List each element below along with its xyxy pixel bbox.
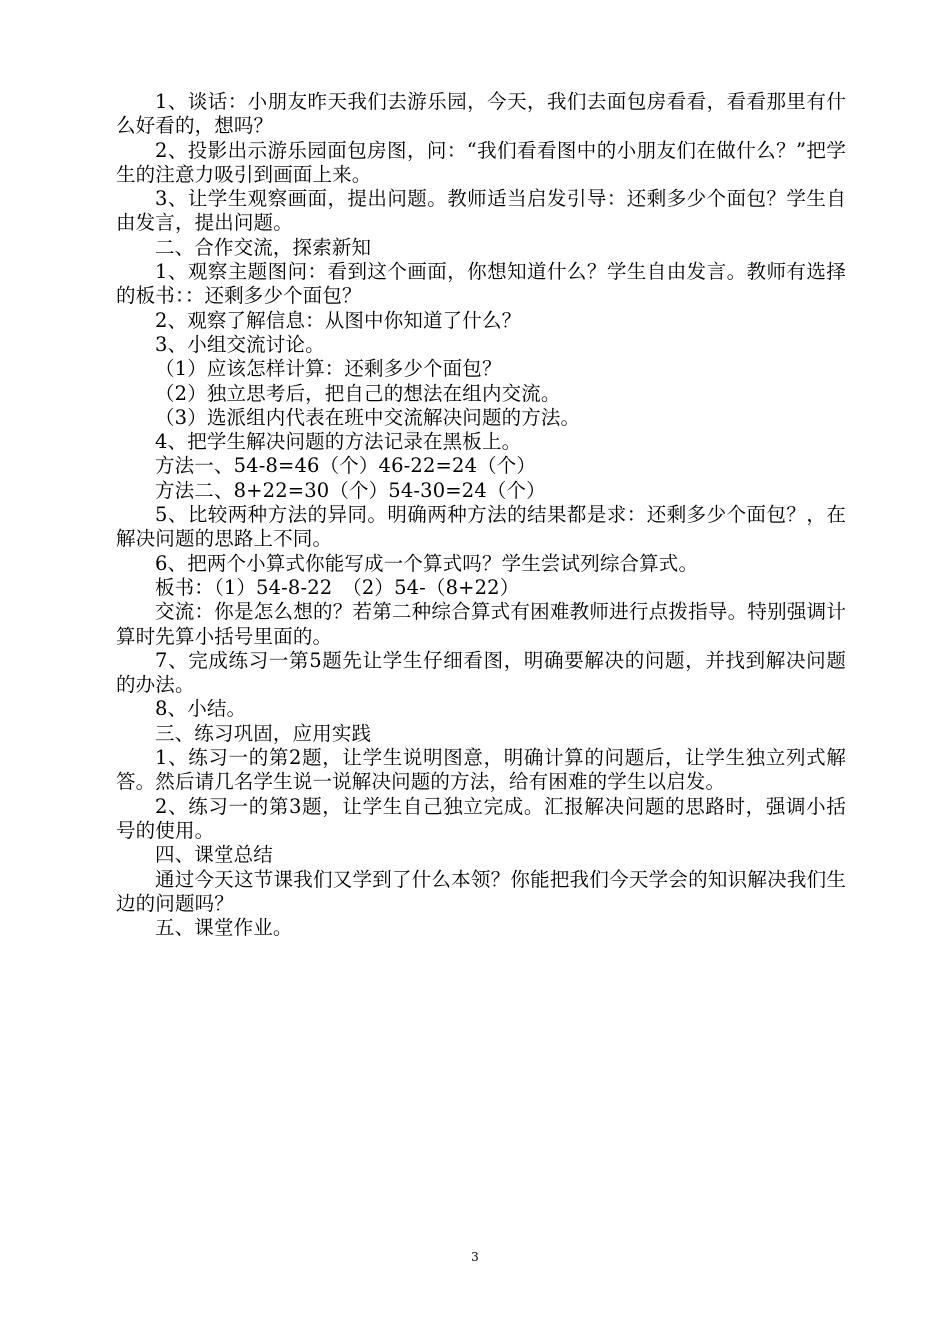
section-heading: 二、合作交流，探索新知 — [155, 235, 372, 259]
paragraph: 2、观察了解信息：从图中你知道了什么？ — [155, 308, 522, 332]
paragraph: 1、谈话：小朋友昨天我们去游乐园，今天，我们去面包房看看，看看那里有什么好看的，想吗？ — [116, 90, 846, 138]
sub-item: （2）独立思考后，把自己的想法在组内交流。 — [155, 381, 561, 405]
page-number: 3 — [471, 1250, 479, 1264]
paragraph: 7、完成练习一第5题先让学生仔细看图，明确要解决的问题，并找到解决问题的办法。 — [116, 648, 846, 697]
section-heading: 三、练习巩固，应用实践 — [155, 721, 372, 745]
document-body — [116, 90, 846, 940]
paragraph: 2、练习一的第3题，让学生自己独立完成。汇报解决问题的思路时，强调小括号的使用。 — [116, 794, 846, 842]
paragraph: 5、比较两种方法的异同。明确两种方法的结果都是求：还剩多少个面包？，在解决问题的思路上不同。 — [116, 503, 846, 551]
paragraph: 6、把两个小算式你能写成一个算式吗？学生尝试列综合算式。 — [155, 551, 699, 575]
method-line: 方法一、54-8=46（个）46-22=24（个） — [155, 454, 537, 478]
section-heading: 五、课堂作业。 — [155, 916, 293, 940]
paragraph: 通过今天这节课我们又学到了什么本领？你能把我们今天学会的知识解决我们生边的问题吗？ — [116, 867, 846, 915]
sub-item: （1）应该怎样计算：还剩多少个面包？ — [155, 357, 502, 381]
paragraph: 8、小结。 — [155, 697, 247, 721]
blackboard-line: 板书：（1）54-8-22 （2）54-（8+22） — [155, 575, 520, 599]
paragraph: 2、投影出示游乐园面包房图，问：“我们看看图中的小朋友们在做什么？”把学生的注意力吸引到画面上来。 — [116, 138, 846, 186]
paragraph: 1、练习一的第2题，让学生说明图意，明确计算的问题后，让学生独立列式解答。然后请几名学生说一说解决问题的方法，给有困难的学生以启发。 — [116, 746, 846, 794]
method-line: 方法二、8+22=30（个）54-30=24（个） — [155, 478, 546, 502]
section-heading: 四、课堂总结 — [155, 843, 273, 867]
sub-item: （3）选派组内代表在班中交流解决问题的方法。 — [155, 405, 581, 429]
paragraph: 4、把学生解决问题的方法记录在黑板上。 — [155, 430, 522, 454]
paragraph: 交流：你是怎么想的？若第二种综合算式有困难教师进行点拨指导。特别强调计算时先算小括号里面的。 — [116, 600, 846, 648]
paragraph: 1、观察主题图问：看到这个画面，你想知道什么？学生自由发言。教师有选择的板书：：还剩多少个面包？ — [116, 260, 846, 308]
paragraph: 3、让学生观察画面，提出问题。教师适当启发引导：还剩多少个面包？学生自由发言，提出问题。 — [116, 187, 846, 235]
paragraph: 3、小组交流讨论。 — [155, 332, 325, 356]
